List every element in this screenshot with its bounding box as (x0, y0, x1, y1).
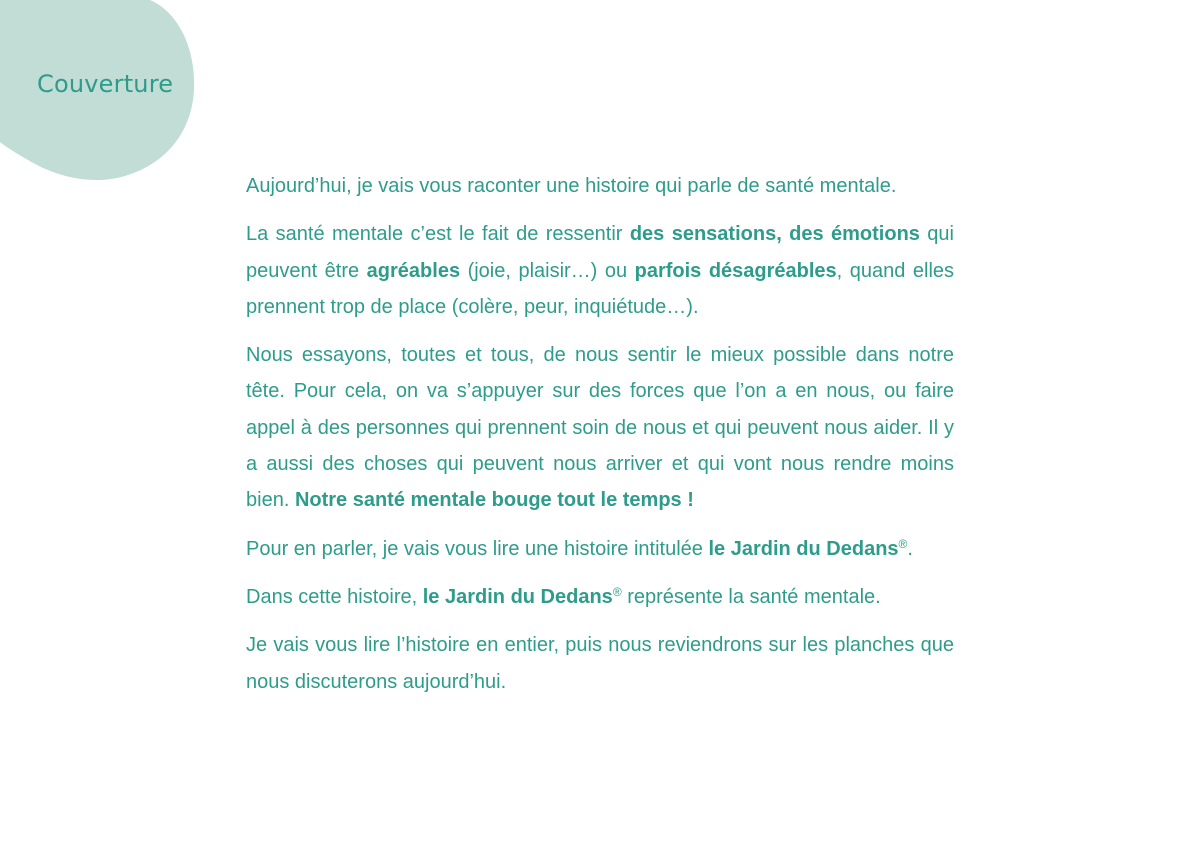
registered-mark: ® (898, 536, 908, 551)
emphasis-text: agréables (366, 259, 461, 282)
paragraph-wellbeing (246, 337, 954, 518)
text-span: . (907, 537, 913, 560)
paragraph-story-title (246, 531, 954, 567)
text-span: Aujourd’hui, je vais vous raconter une histoire qui parle de santé mentale. (246, 175, 897, 197)
text-span: , quand elles prennent trop de place (colère, peur, inquiétude…). (246, 259, 955, 318)
text-span: Dans cette histoire, (246, 585, 423, 608)
emphasis-text: parfois désagréables (634, 259, 837, 282)
emphasis-text: des sensations, des émotions (629, 223, 920, 246)
text-span: qui peuvent être (246, 223, 954, 282)
registered-mark: ® (612, 584, 622, 599)
emphasis-text: le Jardin du Dedans (422, 585, 613, 608)
paragraph-reading-plan (246, 627, 954, 700)
emphasis-text: le Jardin du Dedans (708, 537, 899, 560)
section-title: Couverture (37, 70, 174, 98)
emphasis-text: Notre santé mentale bouge tout le temps ! (294, 489, 694, 512)
text-span: (joie, plaisir…) ou (460, 259, 635, 282)
body-text (246, 168, 954, 712)
text-span: La santé mentale c’est le fait de ressentir (246, 223, 630, 246)
text-span: Pour en parler, je vais vous lire une histoire intitulée (246, 537, 709, 560)
paragraph-story-meaning (246, 579, 954, 615)
text-span: représente la santé mentale. (621, 585, 881, 608)
paragraph-definition (246, 216, 954, 325)
text-span: Nous essayons, toutes et tous, de nous sentir le mieux possible dans notre tête. Pour cela, on va s’appuyer sur des forces que l’on a en nous, ou faire appel à des personnes qui prennent soin de nous et qui peuvent nous aider. Il y a aussi des choses qui peuvent nous arriver et qui vont nous rendre moins bien. (246, 344, 954, 512)
paragraph-intro (246, 168, 954, 204)
text-span: Je vais vous lire l’histoire en entier, puis nous reviendrons sur les planches que nous discuterons aujourd’hui. (246, 634, 954, 693)
